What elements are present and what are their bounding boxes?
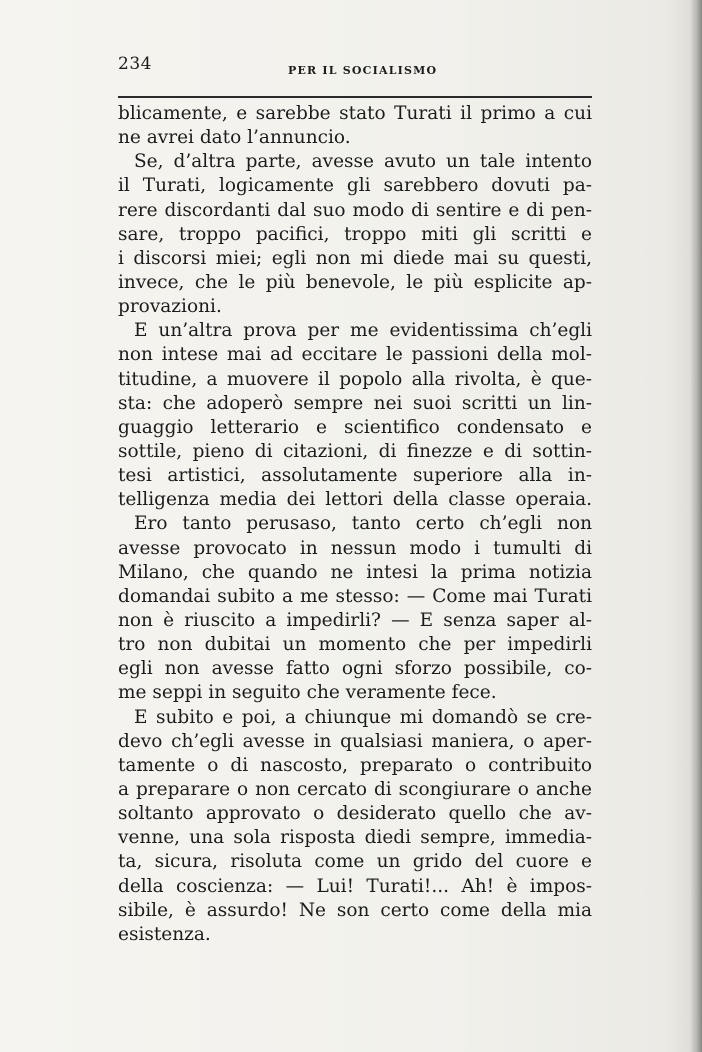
text-line: Milano, che quando ne intesi la prima notizia — [118, 561, 592, 583]
text-line: ne avrei dato l’annuncio. — [118, 127, 351, 149]
running-title: PER IL SOCIALISMO — [288, 64, 438, 77]
text-line: non è riuscito a impedirli? — E senza saper al- — [118, 609, 592, 631]
text-line: sibile, è assurdo! Ne son certo come della mia — [118, 899, 592, 921]
text-line: guaggio letterario e scientifico condensato e — [118, 416, 592, 438]
text-line: avesse provocato in nessun modo i tumulti di — [118, 537, 592, 559]
text-line: non intese mai ad eccitare le passioni della mol- — [118, 344, 592, 366]
text-line: tamente o di nascosto, preparato o contribuito — [118, 754, 592, 776]
text-line: telligenza media dei lettori della classe operaia. — [118, 489, 592, 511]
text-line: a preparare o non cercato di scongiurare o anche — [118, 778, 592, 800]
text-line: invece, che le più benevole, le più esplicite ap- — [118, 271, 592, 293]
text-line: ta, sicura, risoluta come un grido del cuore e — [118, 851, 592, 873]
text-line: il Turati, logicamente gli sarebbero dovuti pa- — [118, 175, 592, 197]
text-line: sare, troppo pacifici, troppo miti gli scritti e — [118, 223, 592, 245]
text-line: blicamente, e sarebbe stato Turati il primo a cui — [118, 103, 592, 124]
text-line: rere discordanti dal suo modo di sentire e di pen- — [118, 199, 592, 221]
text-line: E subito e poi, a chiunque mi domandò se cre- — [134, 706, 592, 728]
page-number: 234 — [118, 54, 152, 74]
text-line: esistenza. — [118, 923, 211, 945]
text-line: sta: che adoperò sempre nei suoi scritti un lin- — [118, 392, 592, 414]
text-line: devo ch’egli avesse in qualsiasi maniera, o aper- — [118, 730, 592, 752]
text-line: provazioni. — [118, 296, 222, 318]
text-line: tesi artistici, assolutamente superiore alla in- — [118, 465, 592, 487]
text-line: Se, d’altra parte, avesse avuto un tale intento — [134, 151, 592, 173]
text-line: della coscienza: — Lui! Turati!... Ah! è impos- — [118, 875, 592, 897]
header-rule — [118, 96, 592, 98]
text-line: venne, una sola risposta diedi sempre, immedia- — [118, 827, 592, 849]
text-line: tro non dubitai un momento che per impedirli — [118, 634, 592, 656]
text-line: egli non avesse fatto ogni sforzo possibile, co- — [118, 658, 592, 680]
text-line: sottile, pieno di citazioni, di finezze e di sottin- — [118, 440, 592, 462]
text-line: titudine, a muovere il popolo alla rivolta, è que- — [118, 368, 592, 390]
text-line: i discorsi miei; egli non mi diede mai su questi, — [118, 247, 592, 269]
text-line: soltanto approvato o desiderato quello che av- — [118, 803, 592, 825]
text-line: E un’altra prova per me evidentissima ch’egli — [134, 320, 592, 342]
text-line: me seppi in seguito che veramente fece. — [118, 682, 497, 704]
body-text — [118, 102, 592, 947]
page-edge-shadow — [690, 0, 702, 1052]
text-line: Ero tanto perusaso, tanto certo ch’egli non — [134, 513, 592, 535]
page-header — [118, 52, 592, 82]
text-line: domandai subito a me stesso: — Come mai Turati — [118, 585, 592, 607]
